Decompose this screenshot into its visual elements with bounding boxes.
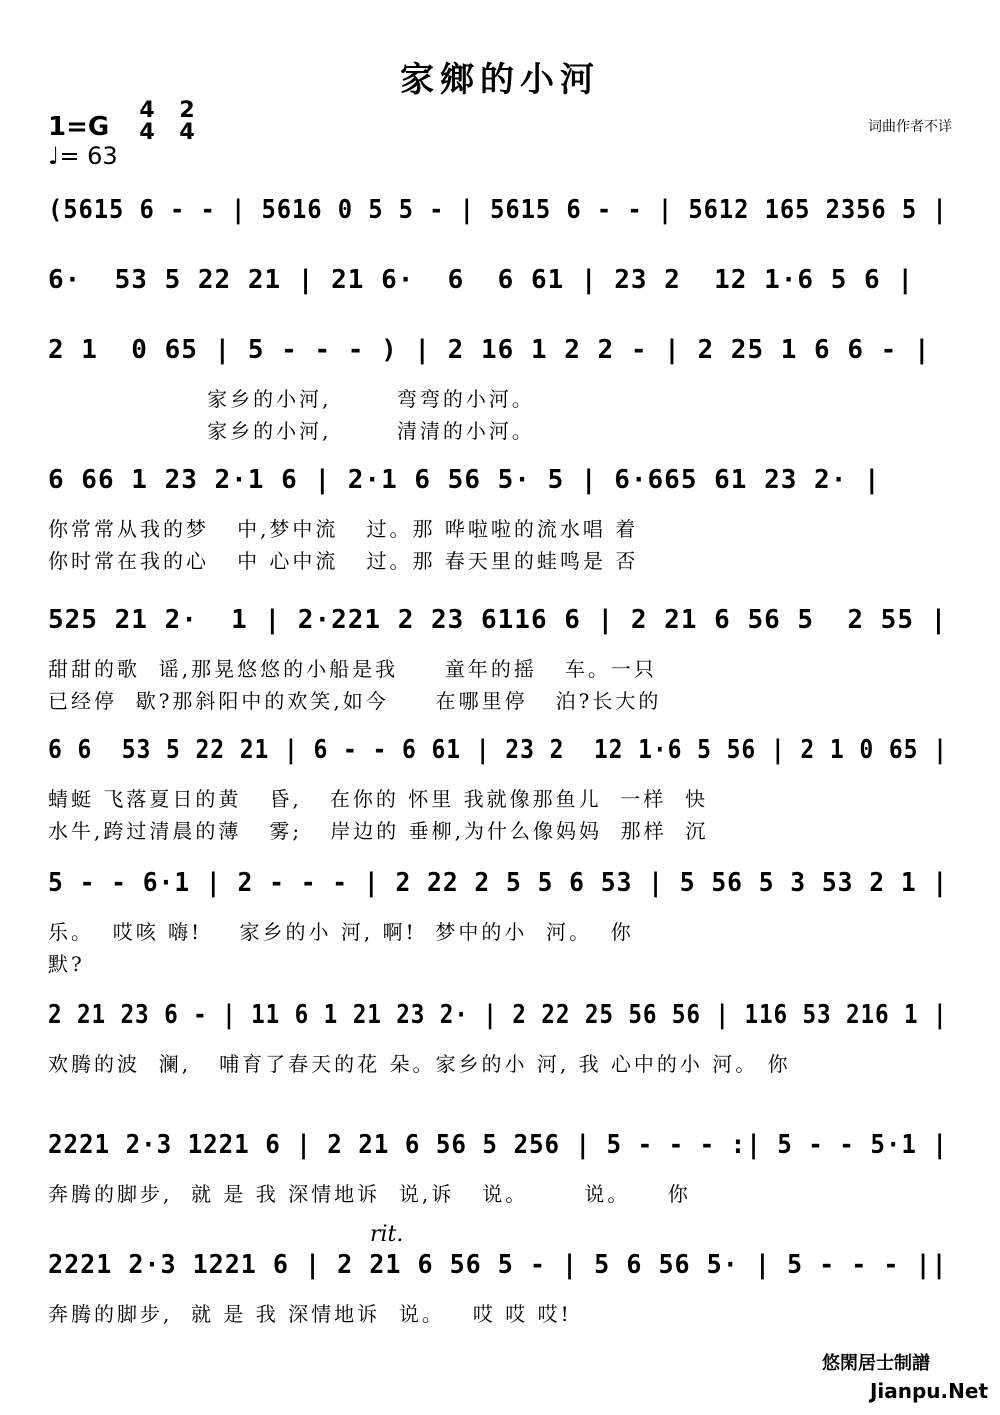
score-system: [48, 185, 948, 243]
lyric-line: 已经停 歇?那斜阳中的欢笑,如今 在哪里停 泊?长大的: [48, 689, 662, 713]
notes-line: 2221 2·3 1221 6 | 2 21 6 56 5 256 | 5 - - - :| 5 - - 5·1 |: [48, 1130, 948, 1160]
lyric-line: 家乡的小河, 弯弯的小河。: [48, 387, 535, 411]
lyric-line: 欢腾的波 澜, 哺育了春天的花 朵。家乡的小 河, 我 心中的小 河。 你: [48, 1052, 791, 1076]
lyric-line: 蜻蜓 飞落夏日的黄 昏, 在你的 怀里 我就像那鱼儿 一样 快: [48, 787, 709, 811]
lyric-line: 家乡的小河, 清清的小河。: [48, 419, 535, 443]
score-system: [48, 325, 948, 383]
lyric-line: 默?: [48, 952, 85, 976]
time-signature-1: 4 4: [139, 98, 155, 145]
score-system: [48, 725, 948, 783]
tempo-marking: ♩= 63: [48, 142, 118, 170]
score-system: [48, 255, 948, 313]
key-signature: 1=G: [48, 112, 110, 142]
watermark: Jianpu.Net: [869, 1379, 988, 1403]
lyric-line: 水牛,跨过清晨的薄 雾; 岸边的 垂柳,为什么像妈妈 那样 沉: [48, 819, 709, 843]
author-credit: 词曲作者不详: [868, 119, 952, 135]
notes-line: 6 66 1 23 2·1 6 | 2·1 6 56 5· 5 | 6·665 61 23 2· |: [48, 465, 881, 495]
score-system: [48, 1240, 948, 1298]
notes-line: (5615 6 - - | 5616 0 5 5 - | 5615 6 - - | 5612 165 2356 5 |: [48, 195, 948, 225]
arranger-signature: 悠閑居士制譜: [822, 1353, 930, 1374]
score-system: [48, 990, 948, 1048]
notes-line: 5 - - 6·1 | 2 - - - | 2 22 2 5 5 6 53 | 5 56 5 3 53 2 1 |: [48, 868, 949, 898]
notes-line: 2221 2·3 1221 6 | 2 21 6 56 5 - | 5 6 56 5· | 5 - - - ||: [48, 1250, 948, 1280]
notes-line: 525 21 2· 1 | 2·221 2 23 6116 6 | 2 21 6 56 5 2 55 |: [48, 605, 948, 635]
score-system: [48, 1120, 948, 1178]
notes-line: 2 1 0 65 | 5 - - - ) | 2 16 1 2 2 - | 2 25 1 6 6 - |: [48, 335, 931, 365]
score-system: [48, 858, 948, 916]
lyric-line: 你常常从我的梦 中,梦中流 过。那 哗啦啦的流水唱 着: [48, 517, 639, 541]
notes-line: 6 6 53 5 22 21 | 6 - - 6 61 | 23 2 12 1·6 5 56 | 2 1 0 65 |: [48, 735, 948, 765]
lyric-line: 奔腾的脚步, 就 是 我 深情地诉 说,诉 说。 说。 你: [48, 1182, 691, 1206]
lyric-line: 奔腾的脚步, 就 是 我 深情地诉 说。 哎 哎 哎!: [48, 1302, 572, 1326]
lyric-line: 甜甜的歌 谣,那晃悠悠的小船是我 童年的摇 车。一只: [48, 657, 657, 681]
notes-line: 6· 53 5 22 21 | 21 6· 6 6 61 | 23 2 12 1·6 5 6 |: [48, 265, 914, 295]
time-signature-2: 2 4: [179, 98, 195, 145]
page-title: 家鄉的小河: [400, 60, 600, 100]
score-system: [48, 595, 948, 653]
lyric-line: 乐。 哎咳 嗨! 家乡的小 河, 啊! 梦中的小 河。 你: [48, 920, 634, 944]
ritardando-marking: rit.: [370, 1222, 404, 1247]
lyric-line: 你时常在我的心 中 心中流 过。那 春天里的蛙鸣是 否: [48, 549, 639, 573]
score-system: [48, 455, 948, 513]
notes-line: 2 21 23 6 - | 11 6 1 21 23 2· | 2 22 25 56 56 | 116 53 216 1 |: [48, 1000, 948, 1030]
